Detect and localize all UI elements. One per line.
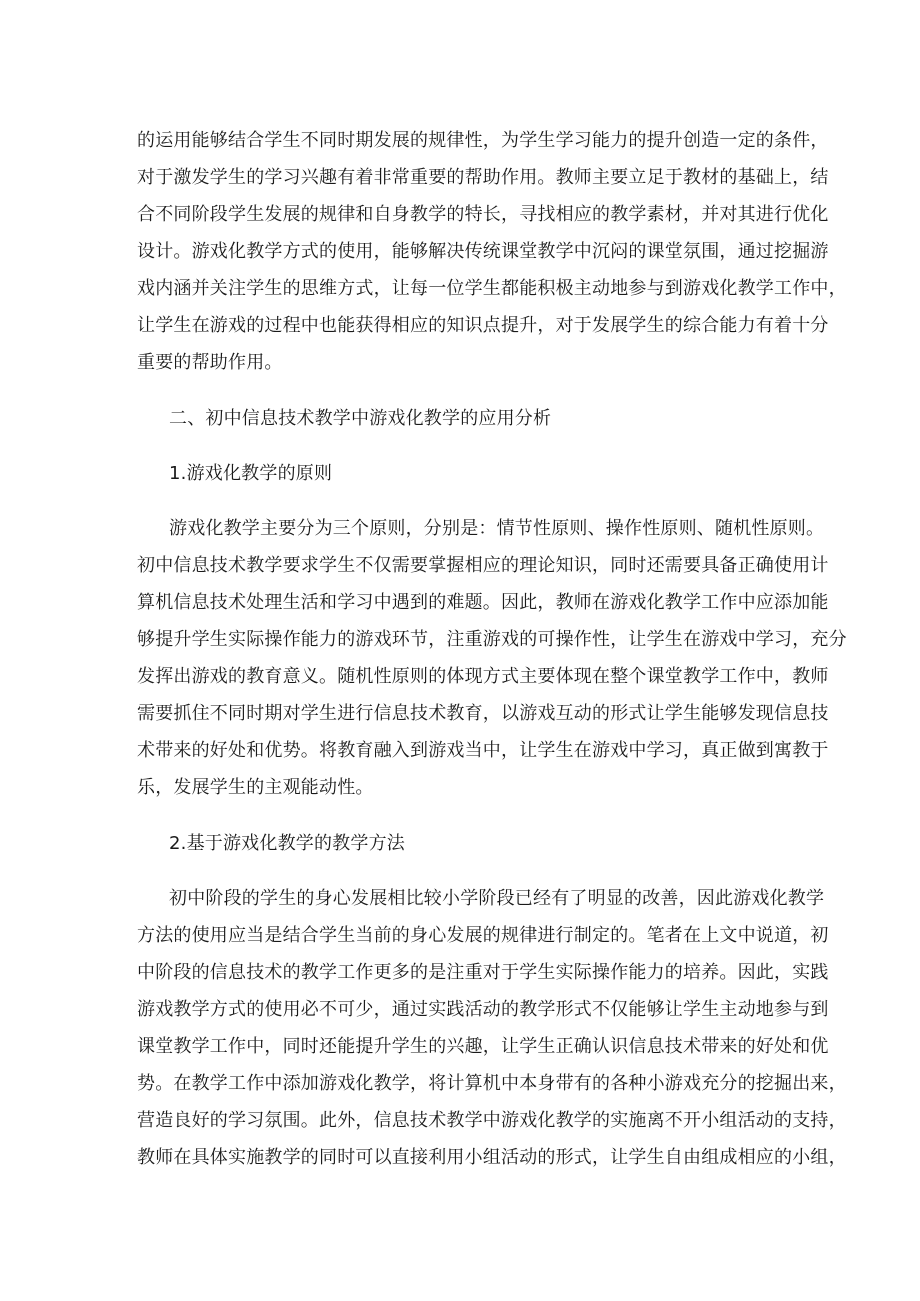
text-line: 游戏教学方式的使用必不可少，通过实践活动的教学形式不仅能够让学生主动地参与到 (137, 999, 829, 1020)
text-line: 重要的帮助作用。 (137, 352, 283, 373)
subsection-heading: 1.游戏化教学的原则 (169, 463, 333, 484)
text-line: 课堂教学工作中，同时还能提升学生的兴趣，让学生正确认识信息技术带来的好处和优 (137, 1036, 829, 1057)
text-line: 方法的使用应当是结合学生当前的身心发展的规律进行制定的。笔者在上文中说道，初 (137, 925, 829, 946)
text-line: 中阶段的信息技术的教学工作更多的是注重对于学生实际操作能力的培养。因此，实践 (137, 962, 829, 983)
text-line: 术带来的好处和优势。将教育融入到游戏当中，让学生在游戏中学习，真正做到寓教于 (137, 740, 829, 761)
text-line: 初中信息技术教学要求学生不仅需要掌握相应的理论知识，同时还需要具备正确使用计 (137, 555, 829, 576)
text-line: 乐，发展学生的主观能动性。 (137, 777, 374, 798)
text-line: 合不同阶段学生发展的规律和自身教学的特长，寻找相应的教学素材，并对其进行优化 (137, 204, 829, 225)
text-line: 设计。游戏化教学方式的使用，能够解决传统课堂教学中沉闷的课堂氛围，通过挖掘游 (137, 241, 829, 262)
text-line: 戏内涵并关注学生的思维方式，让每一位学生都能积极主动地参与到游戏化教学工作中， (137, 278, 847, 299)
text-line: 让学生在游戏的过程中也能获得相应的知识点提升，对于发展学生的综合能力有着十分 (137, 315, 829, 336)
text-line: 游戏化教学主要分为三个原则，分别是：情节性原则、操作性原则、随机性原则。 (169, 518, 825, 539)
subsection-heading: 2.基于游戏化教学的教学方法 (169, 833, 405, 854)
section-heading: 二、初中信息技术教学中游戏化教学的应用分析 (169, 408, 552, 429)
text-line: 的运用能够结合学生不同时期发展的规律性，为学生学习能力的提升创造一定的条件， (137, 130, 829, 151)
text-line: 初中阶段的学生的身心发展相比较小学阶段已经有了明显的改善，因此游戏化教学 (169, 888, 825, 909)
text-line: 教师在具体实施教学的同时可以直接利用小组活动的形式，让学生自由组成相应的小组， (137, 1147, 847, 1168)
text-line: 够提升学生实际操作能力的游戏环节，注重游戏的可操作性，让学生在游戏中学习，充分 (137, 629, 847, 650)
text-line: 发挥出游戏的教育意义。随机性原则的体现方式主要体现在整个课堂教学工作中，教师 (137, 666, 829, 687)
text-line: 势。在教学工作中添加游戏化教学，将计算机中本身带有的各种小游戏充分的挖掘出来， (137, 1073, 847, 1094)
text-line: 需要抓住不同时期对学生进行信息技术教育，以游戏互动的形式让学生能够发现信息技 (137, 703, 829, 724)
text-line: 对于激发学生的学习兴趣有着非常重要的帮助作用。教师主要立足于教材的基础上，结 (137, 167, 829, 188)
text-line: 算机信息技术处理生活和学习中遇到的难题。因此，教师在游戏化教学工作中应添加能 (137, 592, 829, 613)
text-line: 营造良好的学习氛围。此外，信息技术教学中游戏化教学的实施离不开小组活动的支持， (137, 1110, 847, 1131)
